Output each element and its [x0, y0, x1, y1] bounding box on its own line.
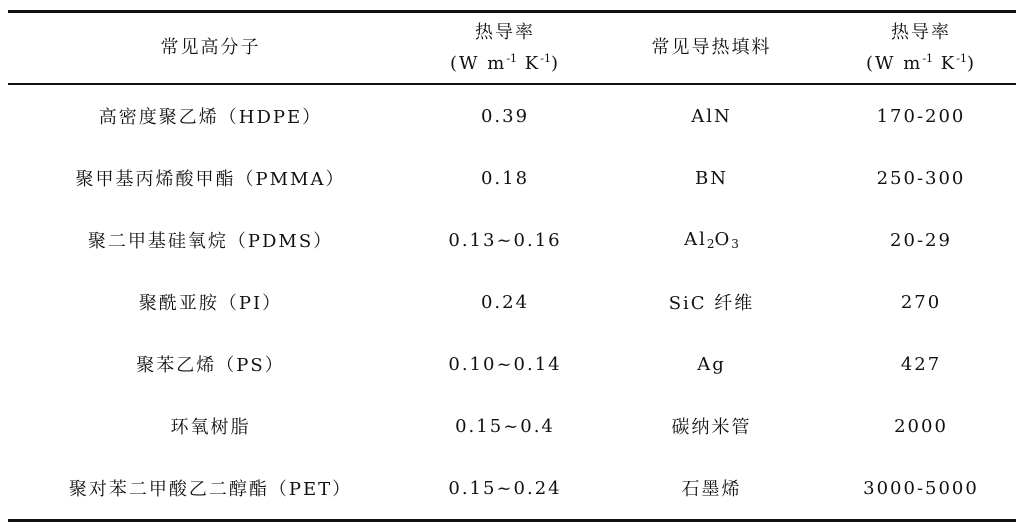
unit-suffix-2: ) [966, 52, 976, 74]
header-row [8, 12, 1016, 85]
polymer-conductivity: 0.15~0.4 [455, 415, 555, 437]
table-row [8, 271, 1016, 333]
polymer-name: 聚苯乙烯（PS） [136, 355, 285, 376]
unit-suffix: ) [550, 52, 560, 74]
polymer-conductivity: 0.39 [480, 105, 530, 127]
polymer-conductivity: 0.10~0.14 [448, 353, 562, 375]
filler-name: 石墨烯 [681, 479, 742, 500]
polymer-name: 高密度聚乙烯（HDPE） [98, 107, 323, 128]
polymer-name: 聚二甲基硅氧烷（PDMS） [87, 231, 334, 252]
formula-part: Al [684, 229, 707, 250]
table-row [8, 333, 1016, 395]
header-filler-conductivity [826, 12, 1016, 85]
filler-conductivity: 170-200 [876, 105, 966, 127]
filler-name [597, 209, 826, 271]
polymer-name: 聚甲基丙烯酸甲酯（PMMA） [75, 169, 346, 190]
unit-mid-2: K [933, 52, 957, 74]
table-row [8, 147, 1016, 209]
polymer-name: 聚酰亚胺（PI） [138, 293, 283, 314]
thermal-conductivity-table-container [8, 10, 1016, 524]
header-conductivity-title: 热导率 [475, 21, 535, 43]
header-polymer-conductivity [413, 12, 597, 85]
filler-conductivity: 270 [900, 291, 942, 313]
unit-prefix: (W m [450, 52, 507, 74]
table-row [8, 457, 1016, 521]
polymer-conductivity: 0.18 [480, 167, 530, 189]
filler-conductivity: 2000 [894, 415, 948, 437]
polymer-conductivity: 0.24 [480, 291, 530, 313]
unit-prefix-2: (W m [866, 52, 923, 74]
header-filler: 常见导热填料 [651, 37, 772, 58]
formula-subscript: 3 [731, 237, 739, 251]
filler-name: BN [695, 167, 728, 189]
table-body [8, 84, 1016, 521]
table-row [8, 209, 1016, 271]
unit-sup2: -1 [540, 51, 551, 65]
header-conductivity-unit-2 [826, 46, 1016, 77]
formula-subscript: 2 [706, 237, 715, 251]
header-conductivity-title-2: 热导率 [891, 21, 951, 43]
header-polymer: 常见高分子 [160, 37, 261, 58]
filler-conductivity: 427 [900, 353, 942, 375]
unit-sup2-2: -1 [956, 51, 967, 65]
filler-conductivity: 250-300 [876, 167, 966, 189]
polymer-conductivity: 0.13~0.16 [448, 229, 562, 251]
unit-mid: K [517, 52, 541, 74]
table-row [8, 395, 1016, 457]
polymer-name: 聚对苯二甲酸乙二醇酯（PET） [68, 479, 353, 500]
filler-name: 碳纳米管 [671, 417, 752, 438]
thermal-conductivity-table [8, 10, 1016, 522]
filler-conductivity: 20-29 [890, 229, 952, 251]
polymer-name: 环氧树脂 [170, 417, 251, 438]
table-row [8, 84, 1016, 147]
polymer-conductivity: 0.15~0.24 [448, 477, 562, 499]
formula-part: O [714, 229, 732, 250]
filler-conductivity: 3000-5000 [863, 477, 979, 499]
unit-sup1-2: -1 [922, 51, 934, 65]
filler-name: AlN [691, 105, 732, 127]
header-conductivity-unit [413, 46, 597, 77]
table-header [8, 12, 1016, 85]
filler-name: SiC 纤维 [668, 293, 755, 314]
unit-sup1: -1 [506, 51, 518, 65]
filler-name: Ag [697, 353, 726, 375]
